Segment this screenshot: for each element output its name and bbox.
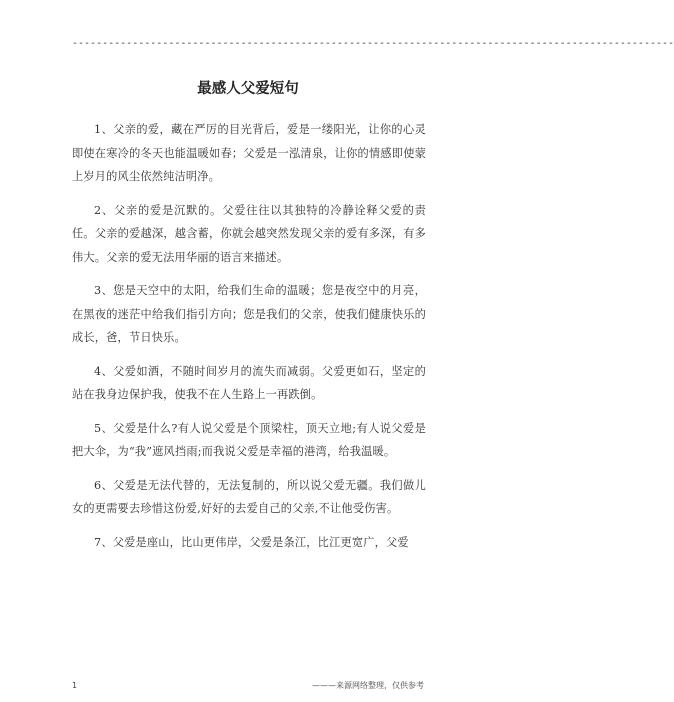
page-footer — [72, 679, 426, 693]
paragraph-3: 3、您是天空中的太阳，给我们生命的温暖；您是夜空中的月亮，在黑夜的迷茫中给我们指引方向；您是我们的父亲，使我们健康快乐的成长，爸，节日快乐。 — [72, 284, 426, 344]
header-dashed-rule: ---------------------------------------------------------------------------------------------------- — [72, 38, 674, 49]
footer-source-note: ———来源网络整理，仅供参考 — [312, 681, 424, 690]
document-title: 最感人父爱短句 — [197, 81, 299, 97]
paragraph-1: 1、父亲的爱，藏在严厉的目光背后，爱是一缕阳光，让你的心灵即使在寒冷的冬天也能温暖如春；父爱是一泓清泉，让你的情感即使蒙上岁月的风尘依然纯洁明净。 — [72, 123, 426, 183]
paragraph-7: 7、父爱是座山，比山更伟岸，父爱是条江，比江更宽广，父爱 — [94, 535, 409, 549]
paragraph-6: 6、父爱是无法代替的，无法复制的，所以说父爱无疆。我们做儿女的更需要去珍惜这份爱,好好的去爱自己的父亲,不让他受伤害。 — [72, 478, 426, 515]
paragraph-2: 2、父亲的爱是沉默的。父爱往往以其独特的冷静诠释父爱的责任。父亲的爱越深，越含蓄，你就会越突然发现父亲的爱有多深，有多伟大。父亲的爱无法用华丽的语言来描述。 — [72, 203, 426, 264]
paragraph-5: 5、父爱是什么?有人说父爱是个顶梁柱，顶天立地;有人说父爱是把大伞，为“我”遮风挡雨;而我说父爱是幸福的港湾，给我温暖。 — [72, 421, 426, 458]
page-number: 1 — [72, 681, 78, 690]
paragraph-4: 4、父爱如酒，不随时间岁月的流失而减弱。父爱更如石，坚定的站在我身边保护我，使我不在人生路上一再跌倒。 — [72, 364, 426, 401]
document-body — [72, 118, 426, 564]
